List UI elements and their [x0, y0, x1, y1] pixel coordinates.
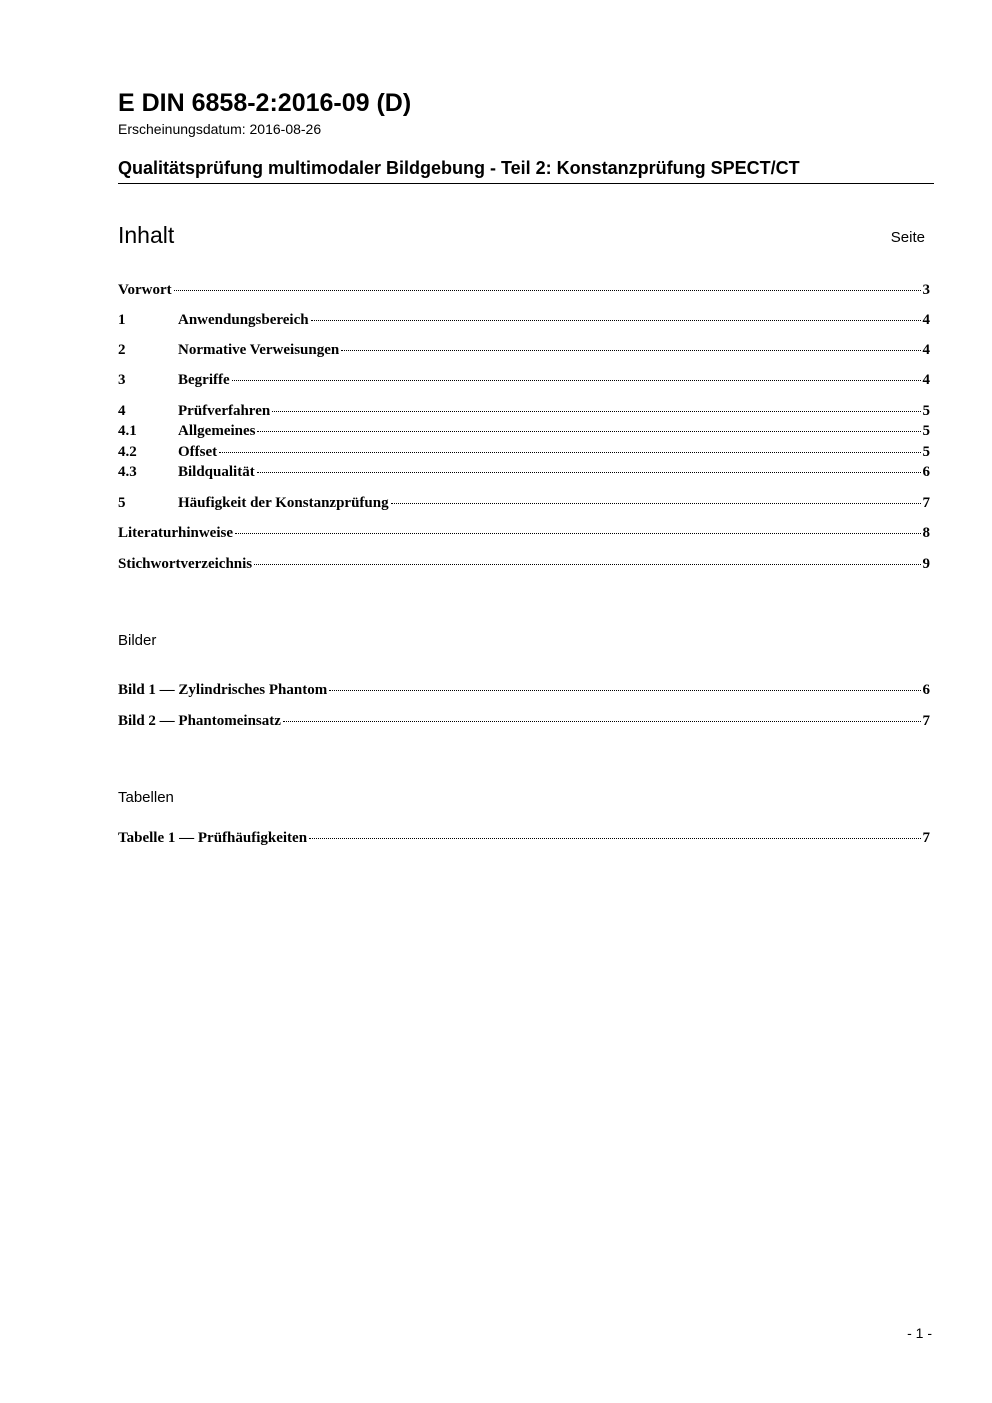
toc-leader [257, 472, 921, 473]
toc-entry-page: 5 [922, 403, 930, 419]
figure-entry-2[interactable] [118, 711, 930, 731]
toc-entry-title: Normative Verweisungen [178, 342, 340, 358]
toc-leader [329, 690, 920, 691]
toc-entry-literaturhinweise[interactable] [118, 523, 930, 543]
toc-leader [391, 503, 921, 504]
toc-leader [257, 431, 920, 432]
toc-entry-title: Begriffe [178, 372, 230, 388]
toc-leader [174, 290, 921, 291]
toc-entry-3[interactable] [118, 370, 930, 390]
toc-leader [232, 380, 921, 381]
toc-entry-page: 7 [922, 495, 930, 511]
toc-entry-number: 4.1 [118, 423, 137, 439]
toc-leader [309, 838, 920, 839]
document-subject: Qualitätsprüfung multimodaler Bildgebung - Teil 2: Konstanzprüfung SPECT/CT [118, 158, 800, 178]
toc-entry-4[interactable] [118, 401, 930, 421]
toc-entry-number: 3 [118, 372, 126, 388]
toc-leader [219, 452, 920, 453]
toc-leader [341, 350, 920, 351]
toc-heading: Inhalt [118, 222, 175, 248]
page-number: - 1 - [907, 1325, 932, 1341]
toc-entry-number: 5 [118, 495, 126, 511]
toc-entry-4-2[interactable] [118, 442, 930, 462]
toc-entry-number: 4.3 [118, 464, 137, 480]
toc-entry-page: 8 [922, 525, 930, 541]
toc-entry-page: 4 [922, 312, 930, 328]
toc-leader [283, 721, 921, 722]
toc-entry-page: 4 [922, 372, 930, 388]
toc-entry-number: 2 [118, 342, 126, 358]
toc-entry-title: Prüfverfahren [178, 403, 271, 419]
toc-entry-vorwort[interactable] [118, 280, 930, 300]
toc-leader [311, 320, 921, 321]
publication-date: Erscheinungsdatum: 2016-08-26 [118, 121, 322, 137]
figure-entry-page: 7 [922, 713, 930, 729]
toc-entry-title: Vorwort [118, 282, 172, 298]
toc-entry-title: Literaturhinweise [118, 525, 233, 541]
toc-leader [235, 533, 921, 534]
toc-entry-title: Allgemeines [178, 423, 256, 439]
toc-entry-title: Stichwortverzeichnis [118, 556, 253, 572]
figure-entry-1[interactable] [118, 680, 930, 700]
figures-heading: Bilder [118, 632, 157, 649]
toc-entry-page: 5 [922, 423, 930, 439]
toc-entry-4-1[interactable] [118, 421, 930, 441]
toc-entry-2[interactable] [118, 340, 930, 360]
toc-entry-4-3[interactable] [118, 462, 930, 482]
subject-underline [118, 183, 934, 184]
toc-leader [272, 411, 920, 412]
document-id: E DIN 6858-2:2016-09 (D) [118, 89, 412, 117]
toc-entry-page: 6 [922, 464, 930, 480]
toc-entry-title: Häufigkeit der Konstanzprüfung [178, 495, 389, 511]
page-column-label: Seite [890, 229, 925, 246]
toc-entry-stichwortverzeichnis[interactable] [118, 554, 930, 574]
table-entry-page: 7 [922, 830, 930, 846]
toc-entry-title: Anwendungsbereich [178, 312, 309, 328]
toc-entry-number: 4 [118, 403, 126, 419]
toc-entry-page: 4 [922, 342, 930, 358]
toc-entry-page: 5 [922, 444, 930, 460]
toc-entry-page: 3 [922, 282, 930, 298]
table-entry-1[interactable] [118, 828, 930, 848]
toc-entry-page: 9 [922, 556, 930, 572]
figure-entry-page: 6 [922, 682, 930, 698]
toc-entry-number: 4.2 [118, 444, 137, 460]
toc-leader [254, 564, 920, 565]
toc-entry-title: Offset [178, 444, 218, 460]
toc-entry-title: Bildqualität [178, 464, 255, 480]
figure-entry-title: Bild 1 — Zylindrisches Phantom [118, 682, 328, 698]
table-entry-title: Tabelle 1 — Prüfhäufigkeiten [118, 830, 308, 846]
toc-entry-5[interactable] [118, 493, 930, 513]
tables-heading: Tabellen [118, 789, 174, 806]
toc-entry-1[interactable] [118, 310, 930, 330]
toc-entry-number: 1 [118, 312, 126, 328]
figure-entry-title: Bild 2 — Phantomeinsatz [118, 713, 281, 729]
